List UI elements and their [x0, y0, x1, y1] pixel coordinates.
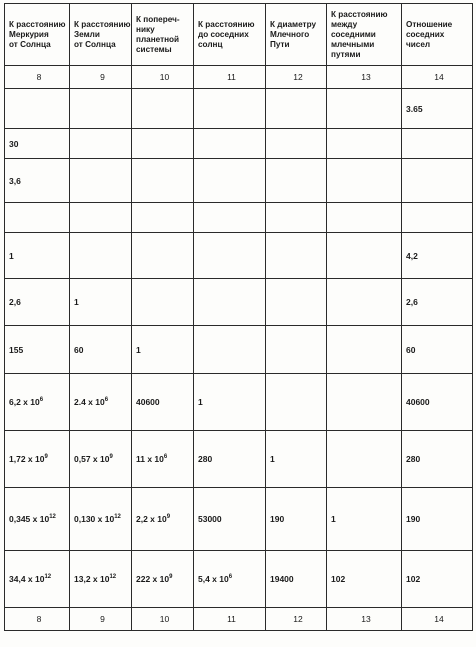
cell-exponent: 9: [169, 574, 173, 581]
table-cell: [132, 374, 194, 431]
header-cell: К расстоянию Меркурия от Солнца: [5, 4, 70, 66]
table-cell: [132, 326, 194, 374]
cell-value: 1: [198, 397, 203, 407]
table-cell: [194, 551, 266, 608]
table-cell: [266, 488, 327, 551]
table-row: [5, 203, 473, 233]
table-cell: [70, 374, 132, 431]
table-cell: [194, 488, 266, 551]
column-number: 11: [194, 66, 266, 89]
table-cell: [5, 129, 70, 159]
ratio-table: [4, 3, 473, 631]
table-cell: [402, 374, 473, 431]
table-cell: [70, 488, 132, 551]
column-number-row: [5, 66, 473, 89]
table-cell: [5, 374, 70, 431]
table-cell: [402, 279, 473, 326]
table-cell: [70, 233, 132, 279]
cell-value: 190: [270, 514, 285, 524]
table-cell: [194, 279, 266, 326]
table-cell: [327, 233, 402, 279]
table-cell: [194, 129, 266, 159]
cell-value: 4,2: [406, 250, 418, 261]
table-cell: [70, 551, 132, 608]
table-cell: [5, 89, 70, 129]
table-cell: [402, 159, 473, 203]
table-cell: [5, 279, 70, 326]
header-cell: К расстоянию между соседними млечными путями: [327, 4, 402, 66]
table-cell: [402, 551, 473, 608]
header-cell: К расстоянию до соседних солнц: [194, 4, 266, 66]
table-cell: [266, 159, 327, 203]
cell-value: 5,4 x 10: [198, 574, 229, 584]
table-cell: [132, 129, 194, 159]
table-cell: [266, 326, 327, 374]
table-cell: [132, 159, 194, 203]
table-cell: [132, 233, 194, 279]
table-cell: [402, 431, 473, 488]
column-number: 14: [402, 608, 473, 631]
column-number: 10: [132, 66, 194, 89]
cell-value: 1: [74, 297, 79, 307]
cell-value: 1,72 x 10: [9, 454, 45, 464]
cell-exponent: 6: [39, 397, 44, 404]
table-row: [5, 431, 473, 488]
cell-value: 102: [331, 574, 346, 584]
cell-value: 6,2 x 10: [9, 397, 40, 407]
cell-exponent: 12: [109, 574, 117, 581]
header-cell: К попереч- нику планетной системы: [132, 4, 194, 66]
table-cell: [194, 233, 266, 279]
table-cell: [70, 89, 132, 129]
cell-value: 1: [9, 250, 14, 261]
header-row: [5, 4, 473, 66]
cell-value: 3,6: [9, 175, 21, 186]
cell-value: 60: [74, 344, 84, 355]
table-cell: [194, 374, 266, 431]
cell-exponent: 12: [114, 514, 121, 521]
cell-value: 3.65: [406, 103, 423, 114]
cell-value: 1: [331, 514, 336, 524]
table-row: [5, 129, 473, 159]
table-cell: [402, 129, 473, 159]
table-cell: [402, 203, 473, 233]
cell-exponent: 12: [49, 514, 56, 521]
cell-value: 2,6: [9, 297, 21, 307]
cell-value: 53000: [198, 514, 222, 524]
cell-value: 155: [9, 344, 24, 355]
cell-value: 0,345 x 10: [9, 514, 50, 524]
cell-value: 30: [9, 138, 19, 149]
cell-value: 0,57 x 10: [74, 454, 110, 464]
table-cell: [194, 326, 266, 374]
cell-value: 13,2 x 10: [74, 574, 110, 584]
table-cell: [70, 159, 132, 203]
table-cell: [5, 488, 70, 551]
table-cell: [132, 488, 194, 551]
table-row: [5, 488, 473, 551]
table-cell: [327, 431, 402, 488]
table-cell: [266, 89, 327, 129]
table-cell: [402, 89, 473, 129]
cell-value: 222 x 10: [136, 574, 170, 584]
cell-value: 2.4 x 10: [74, 397, 105, 407]
table-row: [5, 551, 473, 608]
footer-number-row: [5, 608, 473, 631]
table-cell: [327, 129, 402, 159]
cell-value: 1: [136, 344, 141, 355]
table-cell: [402, 488, 473, 551]
cell-value: 190: [406, 514, 421, 524]
cell-value: 280: [406, 454, 421, 464]
table-cell: [266, 551, 327, 608]
table-row: [5, 89, 473, 129]
cell-value: 19400: [270, 574, 294, 584]
table-cell: [5, 233, 70, 279]
table-row: [5, 279, 473, 326]
table-cell: [266, 279, 327, 326]
cell-value: 60: [406, 344, 416, 355]
cell-exponent: 9: [109, 454, 113, 461]
column-number: 8: [5, 66, 70, 89]
table-cell: [266, 203, 327, 233]
table-cell: [327, 89, 402, 129]
table-cell: [327, 374, 402, 431]
table-row: [5, 374, 473, 431]
table-cell: [194, 89, 266, 129]
table-cell: [132, 551, 194, 608]
table-cell: [132, 89, 194, 129]
column-number: 14: [402, 66, 473, 89]
table-cell: [5, 203, 70, 233]
column-number: 9: [70, 608, 132, 631]
table-cell: [5, 551, 70, 608]
table-cell: [70, 129, 132, 159]
table-cell: [194, 203, 266, 233]
table-body: [5, 89, 473, 608]
column-number: 12: [266, 608, 327, 631]
cell-value: 2,2 x 10: [136, 514, 167, 524]
column-number: 8: [5, 608, 70, 631]
table-cell: [266, 374, 327, 431]
column-number: 13: [327, 66, 402, 89]
table-cell: [132, 203, 194, 233]
cell-value: 102: [406, 574, 421, 584]
table-cell: [132, 431, 194, 488]
table-cell: [70, 203, 132, 233]
table-cell: [327, 488, 402, 551]
table-cell: [266, 129, 327, 159]
cell-value: 280: [198, 454, 213, 464]
header-cell: К расстоянию Земли от Солнца: [70, 4, 132, 66]
table-cell: [327, 326, 402, 374]
table-row: [5, 159, 473, 203]
cell-value: 2,6: [406, 297, 418, 307]
table-cell: [402, 326, 473, 374]
cell-value: 40600: [406, 397, 430, 407]
cell-value: 11 x 10: [136, 454, 164, 464]
column-number: 9: [70, 66, 132, 89]
cell-exponent: 6: [104, 397, 109, 404]
column-number: 13: [327, 608, 402, 631]
cell-exponent: 9: [44, 454, 48, 461]
column-number: 11: [194, 608, 266, 631]
cell-value: 1: [270, 454, 275, 464]
cell-exponent: 6: [163, 454, 168, 461]
table-cell: [132, 279, 194, 326]
column-number: 10: [132, 608, 194, 631]
table-cell: [266, 431, 327, 488]
column-number: 12: [266, 66, 327, 89]
table-cell: [327, 159, 402, 203]
table-cell: [327, 551, 402, 608]
table-cell: [327, 279, 402, 326]
cell-value: 0,130 x 10: [74, 514, 115, 524]
table-cell: [194, 159, 266, 203]
cell-exponent: 9: [166, 514, 171, 521]
table-cell: [5, 326, 70, 374]
cell-exponent: 6: [228, 574, 233, 581]
table-cell: [402, 233, 473, 279]
table-cell: [70, 279, 132, 326]
header-cell: Отношение соседних чисел: [402, 4, 473, 66]
cell-exponent: 12: [44, 574, 52, 581]
table-row: [5, 326, 473, 374]
table-cell: [5, 431, 70, 488]
table-cell: [5, 159, 70, 203]
table-cell: [70, 431, 132, 488]
table-cell: [70, 326, 132, 374]
cell-value: 40600: [136, 397, 160, 407]
cell-value: 34,4 x 10: [9, 574, 45, 584]
header-cell: К диаметру Млечного Пути: [266, 4, 327, 66]
table-cell: [327, 203, 402, 233]
table-cell: [266, 233, 327, 279]
table-row: [5, 233, 473, 279]
table-cell: [194, 431, 266, 488]
